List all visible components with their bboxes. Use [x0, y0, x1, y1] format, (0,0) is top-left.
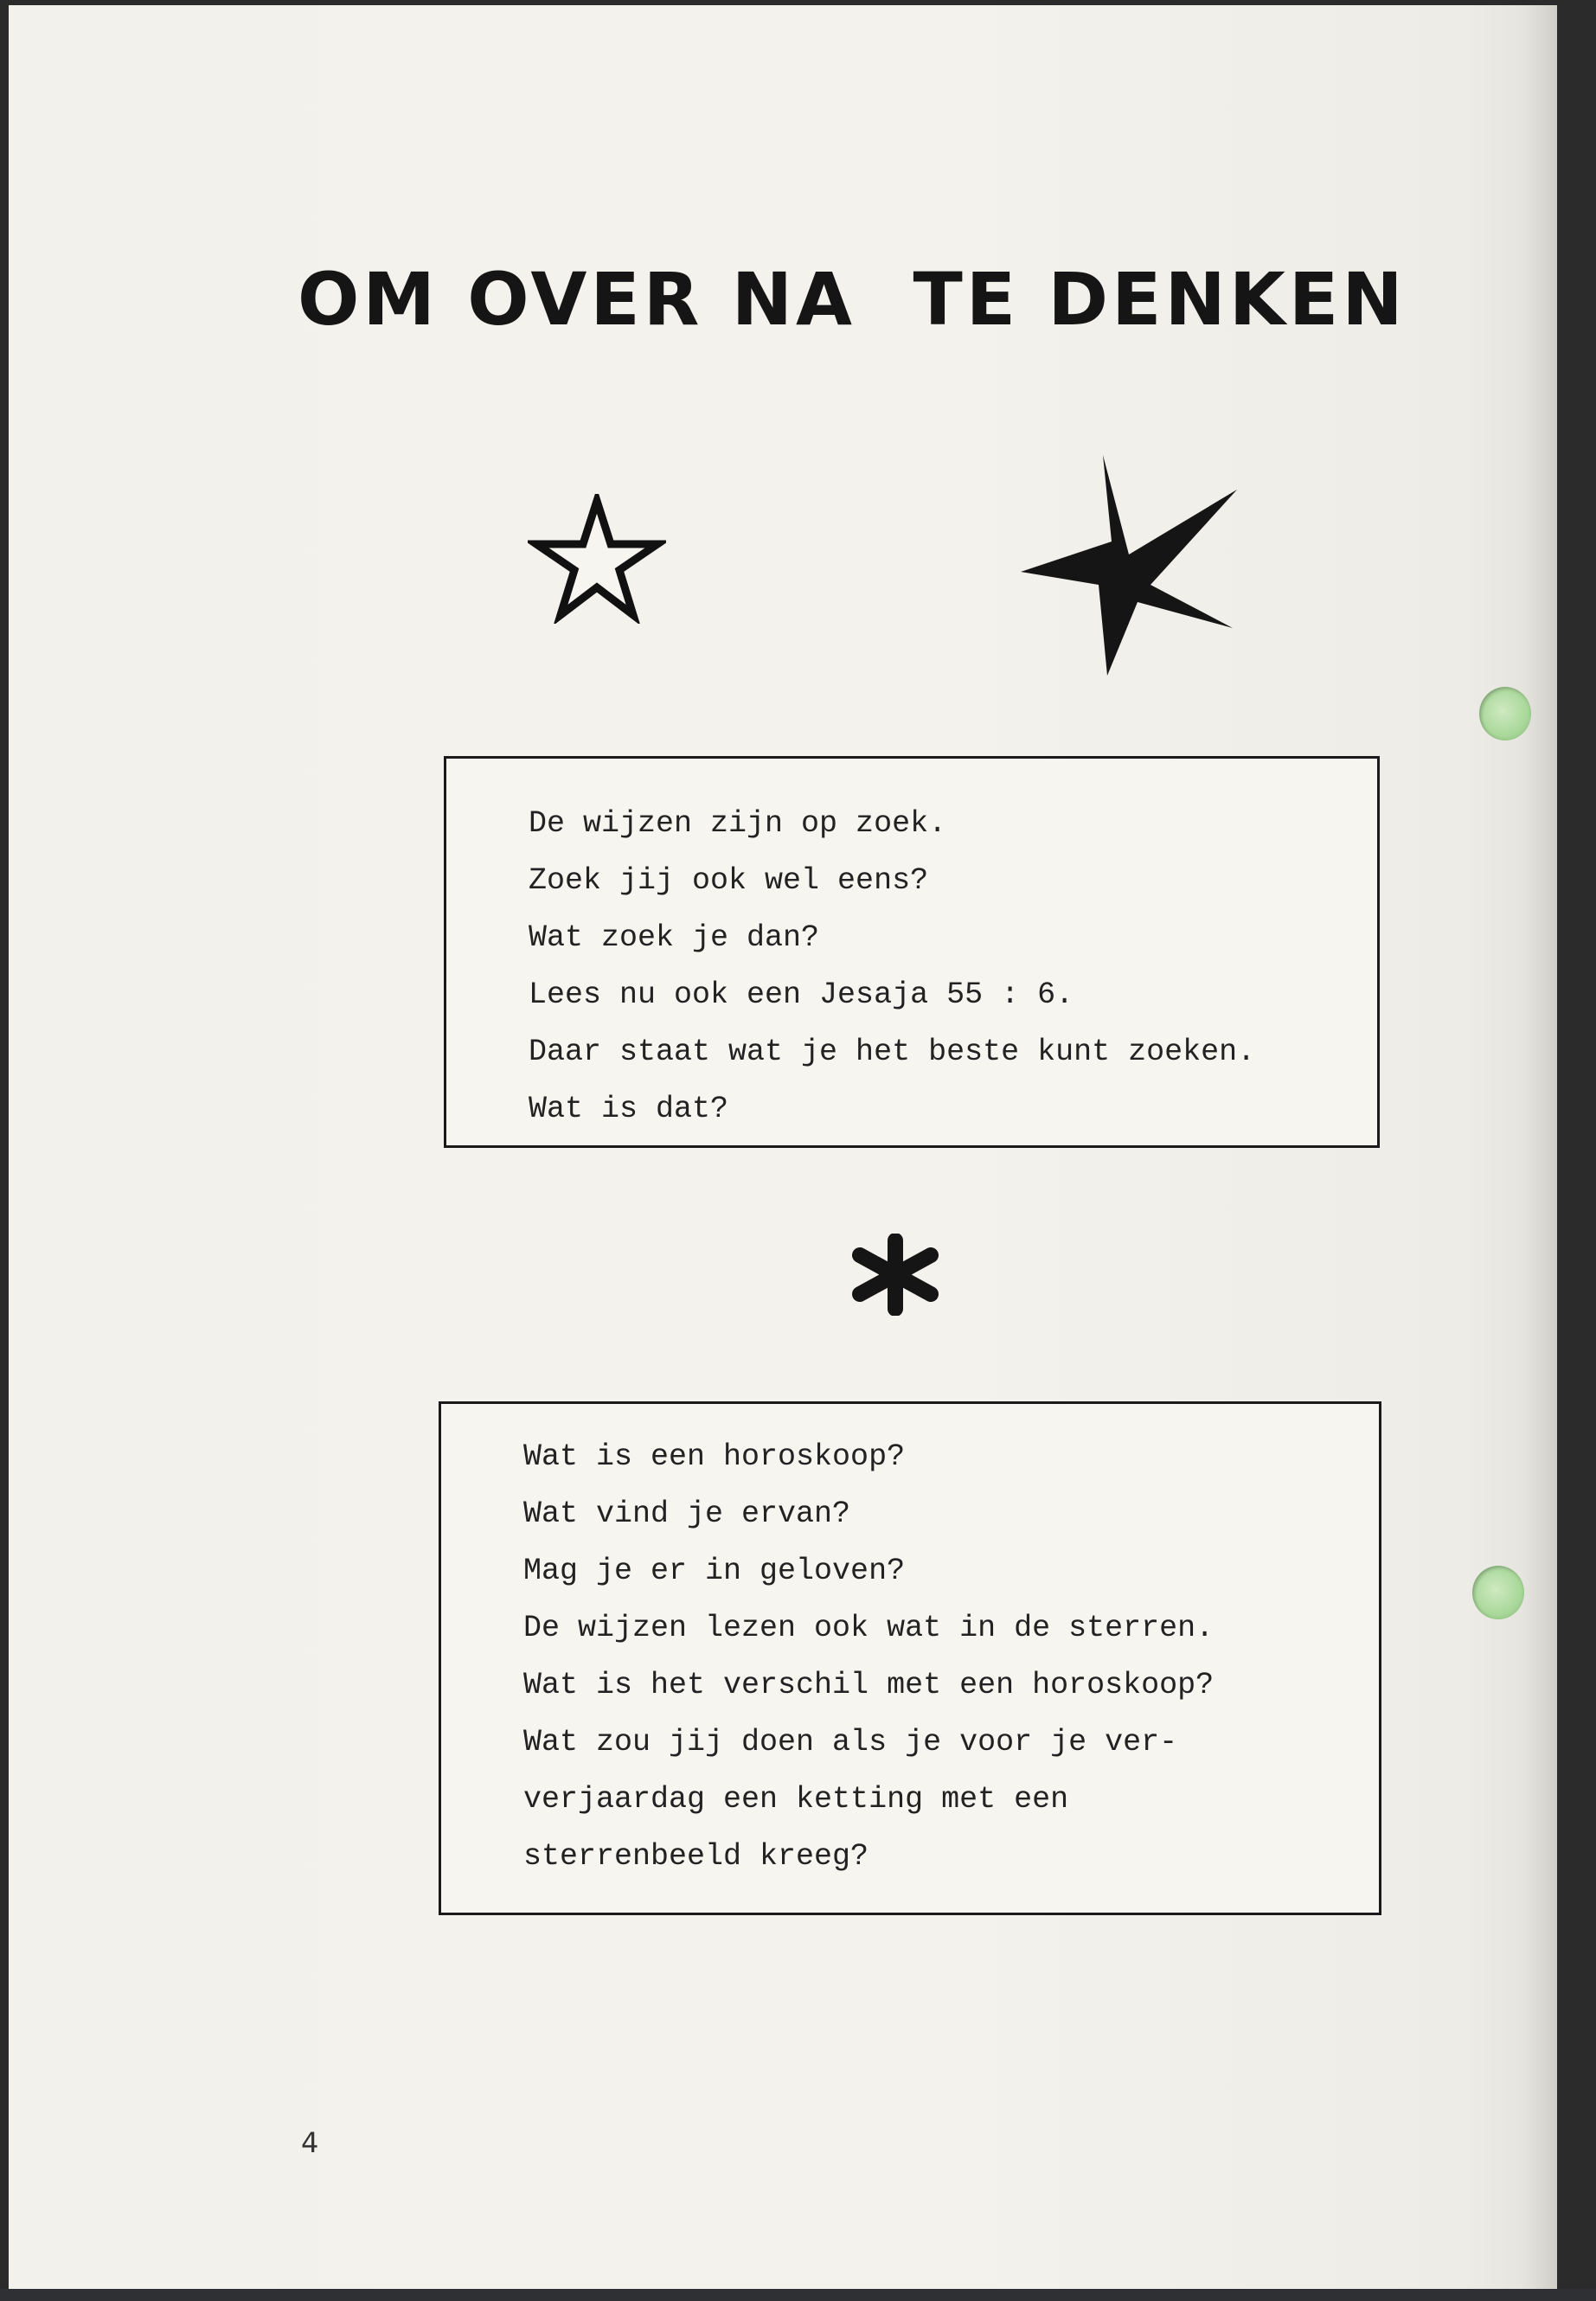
box2-line: Wat is een horoskoop? — [523, 1439, 906, 1474]
punch-hole — [1479, 687, 1531, 740]
box1-line: Zoek jij ook wel eens? — [529, 863, 929, 898]
page-title: OM OVER NA TE DENKEN — [298, 257, 1407, 342]
box2-line: Wat vind je ervan? — [523, 1497, 851, 1531]
box1-line: Wat is dat? — [529, 1092, 729, 1126]
box2-line: De wijzen lezen ook wat in de sterren. — [523, 1611, 1215, 1645]
box2-line: Wat zou jij doen als je voor je ver- — [523, 1725, 1178, 1759]
box2-line: Wat is het verschil met een horoskoop? — [523, 1668, 1215, 1702]
page-edge-shadow — [1522, 5, 1557, 2289]
box2-line: sterrenbeeld kreeg? — [523, 1839, 869, 1874]
document-page — [9, 5, 1557, 2289]
question-box-horoscope — [439, 1401, 1381, 1915]
question-box-search — [444, 756, 1380, 1148]
star-filled-icon — [1021, 455, 1246, 676]
asterisk-icon — [848, 1234, 943, 1316]
box1-line: Lees nu ook een Jesaja 55 : 6. — [529, 977, 1074, 1012]
box2-line: verjaardag een ketting met een — [523, 1782, 1069, 1817]
star-outline-icon — [528, 494, 666, 624]
scan-bottom-edge — [0, 2289, 1596, 2301]
box1-line: Daar staat wat je het beste kunt zoeken. — [529, 1035, 1256, 1069]
box1-line: Wat zoek je dan? — [529, 920, 820, 955]
box1-line: De wijzen zijn op zoek. — [529, 806, 947, 841]
page-number: 4 — [301, 2126, 319, 2159]
punch-hole — [1472, 1566, 1524, 1619]
box2-line: Mag je er in geloven? — [523, 1554, 906, 1588]
